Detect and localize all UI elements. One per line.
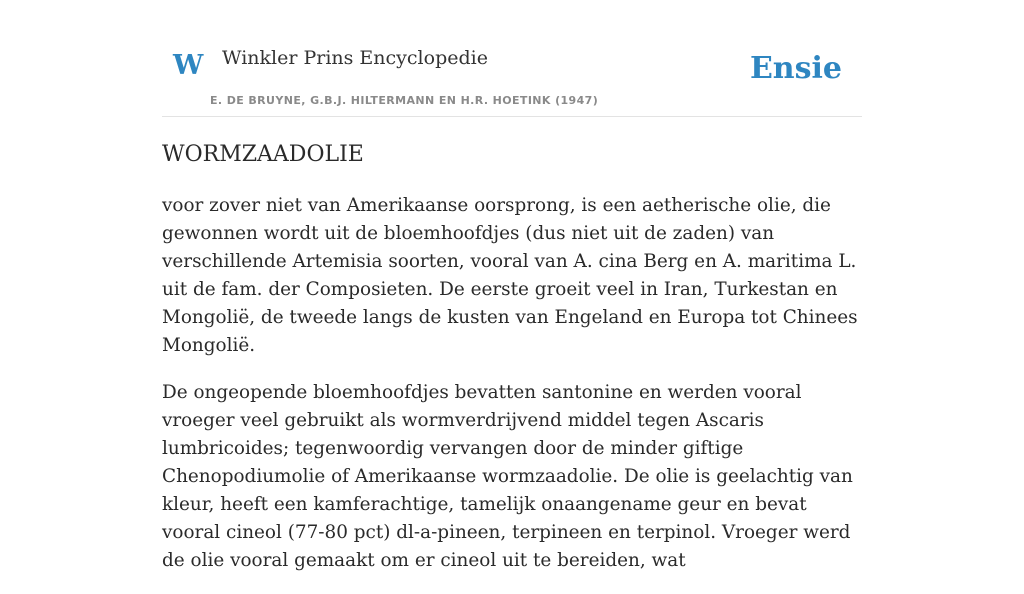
source-authors: E. DE BRUYNE, G.B.J. HILTERMANN EN H.R. HOETINK (1947) — [210, 94, 599, 107]
article-paragraph-1: voor zover niet van Amerikaanse oorsprong, is een aetherische olie, die gewonnen wordt uit de bloemhoofdjes (dus niet uit de zaden) van verschillende Artemisia soorten, vooral van A. cina Berg en A. maritima L. uit de fam. der Composieten. De eerste groeit veel in Iran, Turkestan en Mongolië, de tweede langs de kusten van Engeland en Europa tot Chinees Mongolië. — [162, 194, 858, 356]
source-logo[interactable]: W — [173, 50, 204, 81]
source-title-link[interactable]: Winkler Prins Encyclopedie — [222, 47, 488, 69]
site-header — [162, 0, 862, 117]
article-paragraph-2: De ongeopende bloemhoofdjes bevatten santonine en werden vooral vroeger veel gebruikt als wormverdrijvend middel tegen Ascaris lumbricoides; tegenwoordig vervangen door de minder giftige Chenopodiumolie of Amerikaanse wormzaadolie. De olie is geelachtig van kleur, heeft een kamferachtige, tamelijk onaangename geur en bevat vooral cineol (77-80 pct) dl-a-pineen, terpineen en terpinol. Vroeger werd de olie vooral gemaakt om er cineol uit te bereiden, wat — [162, 381, 853, 571]
brand-logo[interactable]: Ensie — [749, 51, 842, 86]
article-title: WORMZAADOLIE — [162, 142, 364, 167]
article-body — [162, 140, 862, 594]
